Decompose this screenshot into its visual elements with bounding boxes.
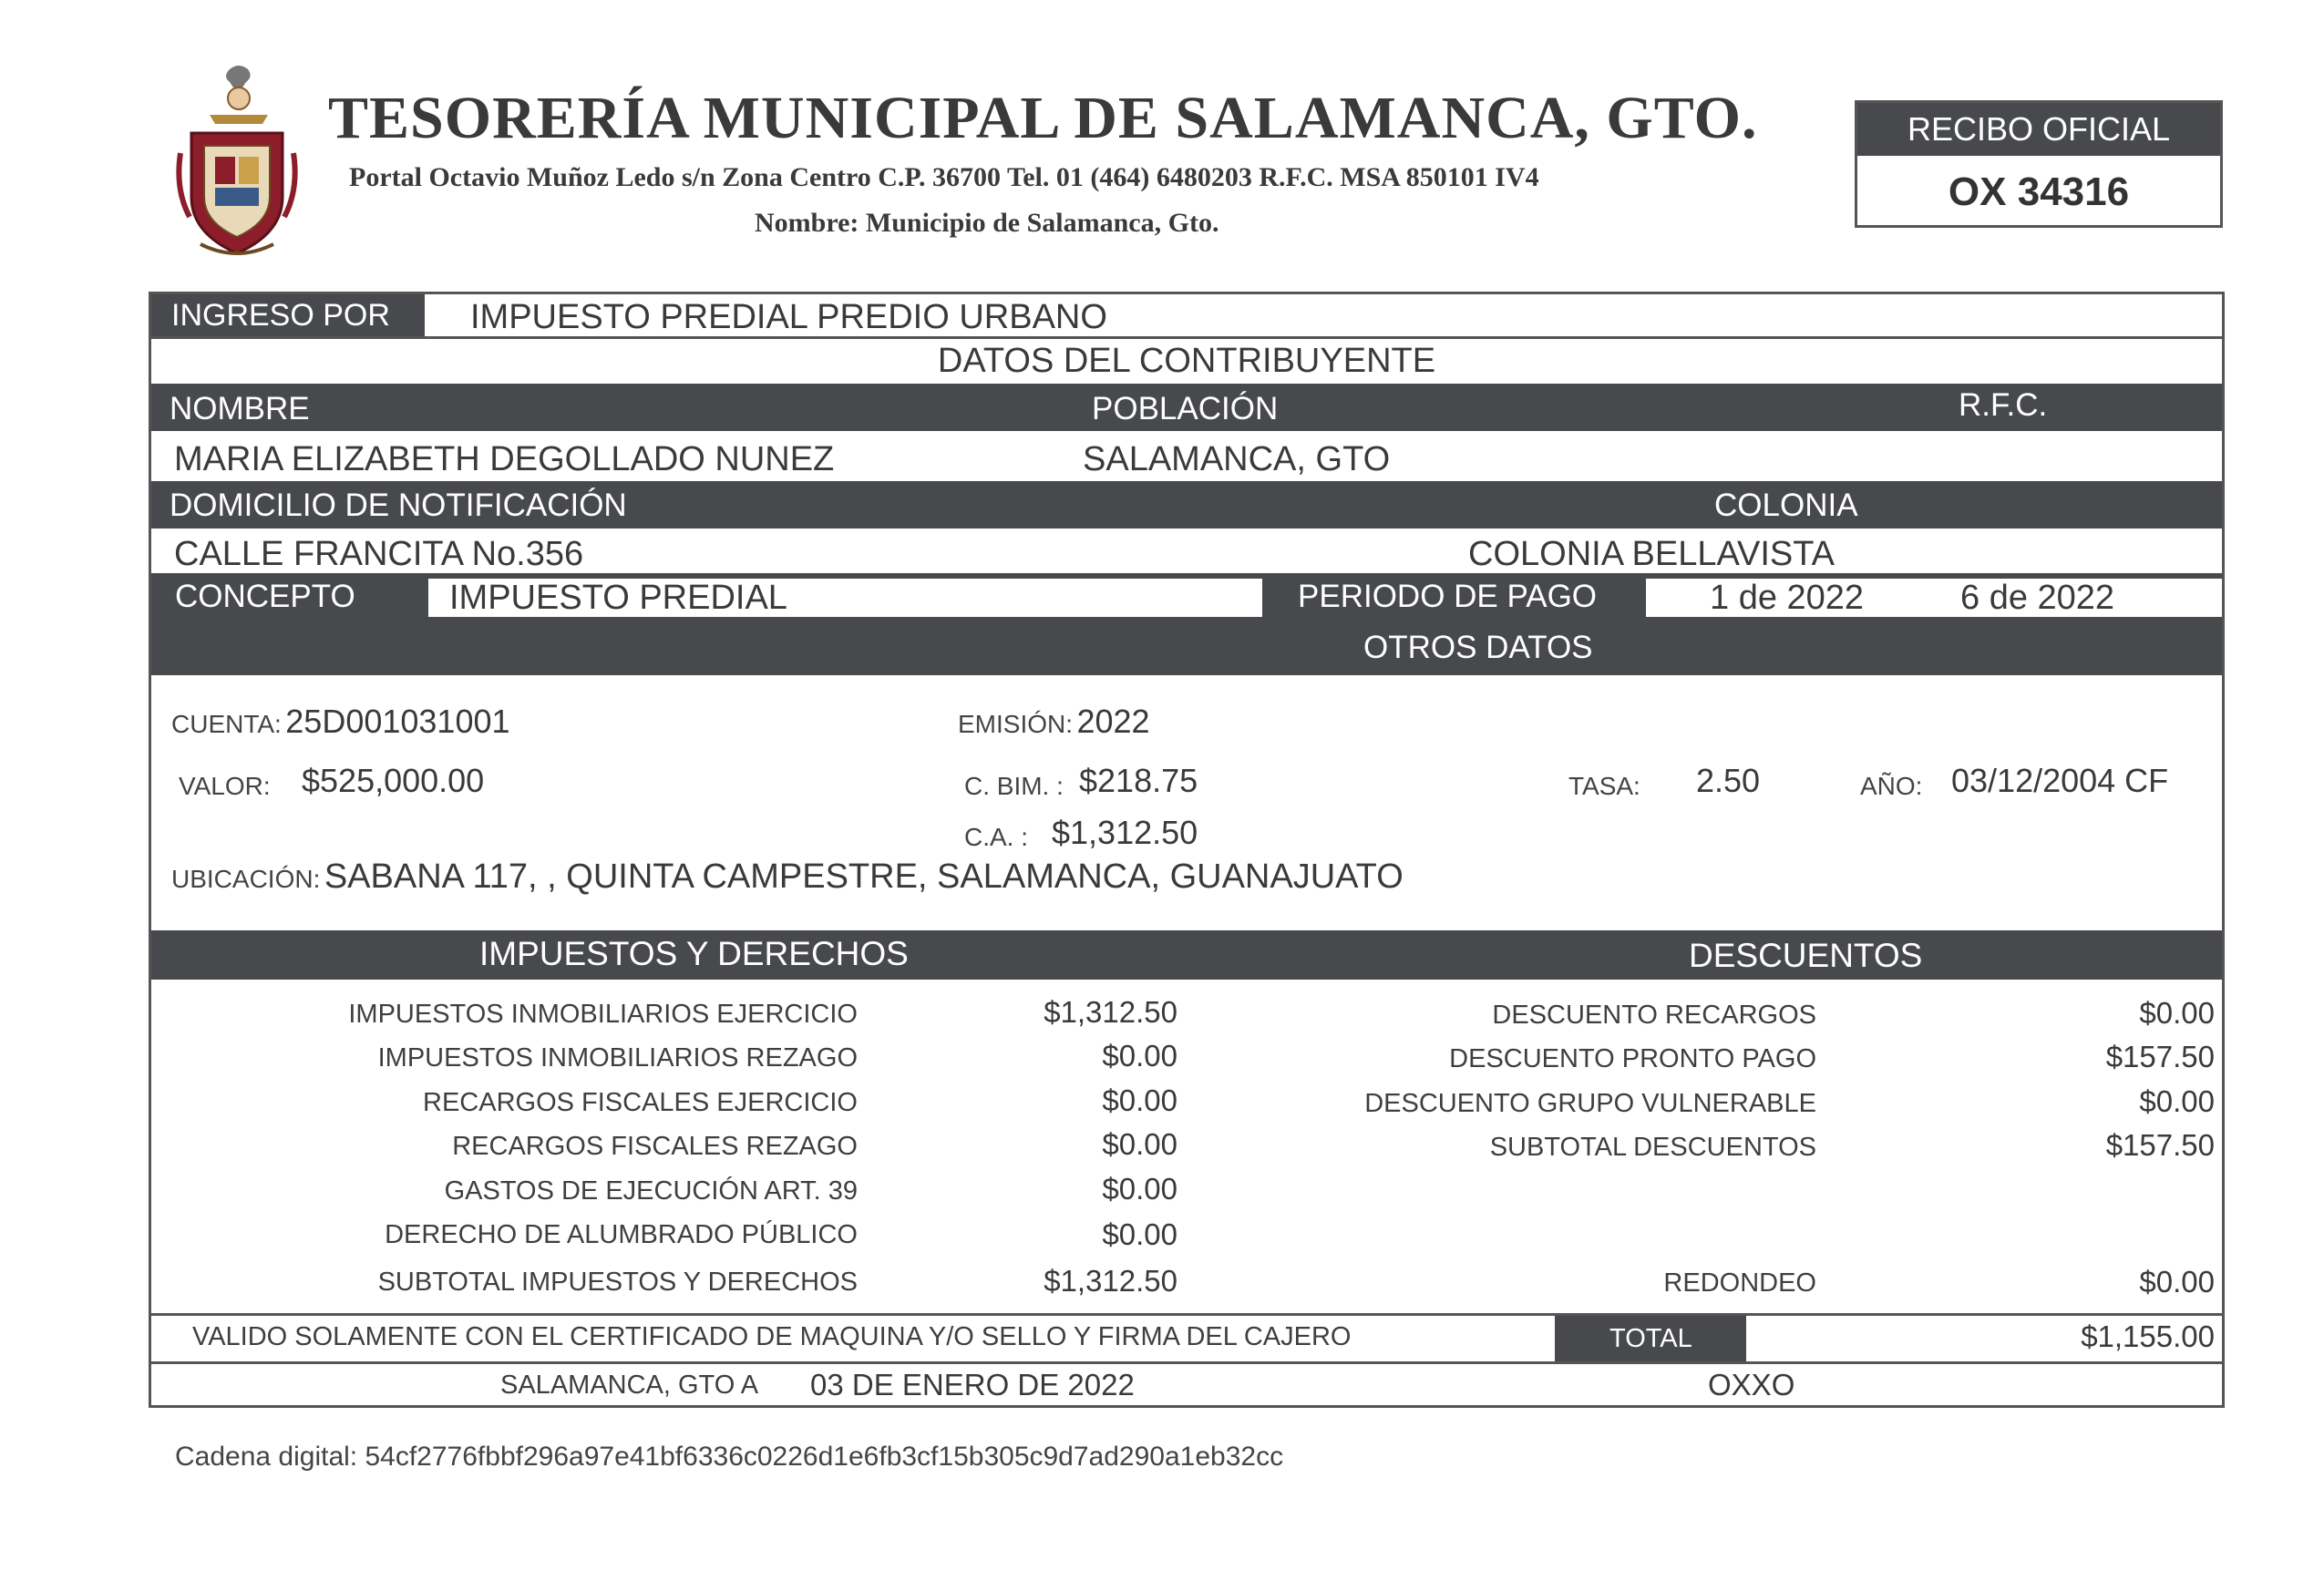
list-item-label: SUBTOTAL DESCUENTOS: [1489, 1133, 1816, 1162]
periodo-label: PERIODO DE PAGO: [1298, 579, 1598, 614]
list-item-label: IMPUESTOS INMOBILIARIOS REZAGO: [377, 1043, 858, 1073]
rfc-label: R.F.C.: [1959, 387, 2048, 423]
recibo-number: OX 34316: [1948, 169, 2130, 214]
municipal-coat-of-arms-icon: [173, 62, 301, 267]
list-item-label: DERECHO DE ALUMBRADO PÚBLICO: [385, 1220, 858, 1249]
list-item-value: $0.00: [1102, 1083, 1177, 1117]
list-item-value: $0.00: [1102, 1217, 1177, 1251]
recibo-label: RECIBO OFICIAL: [1857, 103, 2220, 156]
domicilio-label: DOMICILIO DE NOTIFICACIÓN: [170, 488, 627, 523]
anio-value: 03/12/2004 CF: [1951, 762, 2169, 799]
list-item-label: DESCUENTO PRONTO PAGO: [1449, 1044, 1816, 1073]
colonia-label: COLONIA: [1714, 488, 1858, 523]
list-item-label: RECARGOS FISCALES EJERCICIO: [423, 1088, 858, 1117]
tasa-label: TASA:: [1568, 772, 1640, 800]
ubicacion-field: [171, 857, 1404, 897]
divider: [151, 1313, 2222, 1316]
emision-value: 2022: [1076, 703, 1150, 740]
ubicacion-value: SABANA 117, , QUINTA CAMPESTRE, SALAMANCA, GUANAJUATO: [324, 857, 1404, 896]
tasa-value: 2.50: [1696, 762, 1761, 799]
periodo-desde: 1 de 2022: [1710, 579, 1865, 617]
header-nombre: Nombre: Municipio de Salamanca, Gto.: [755, 208, 1219, 238]
list-item-value: $0.00: [2139, 996, 2215, 1030]
list-item-value: $1,312.50: [1044, 1264, 1177, 1298]
redondeo-value: $0.00: [2139, 1265, 2215, 1299]
contribuyente-title: DATOS DEL CONTRIBUYENTE: [937, 342, 1436, 380]
ubicacion-label: UBICACIÓN:: [171, 865, 321, 893]
list-item-label: IMPUESTOS INMOBILIARIOS EJERCICIO: [348, 1000, 858, 1029]
list-item-value: $0.00: [1102, 1039, 1177, 1073]
receipt-frame: [149, 292, 2225, 1408]
list-item-value: $0.00: [2139, 1084, 2215, 1118]
emision-field: [958, 703, 1150, 741]
cbim-value: $218.75: [1079, 762, 1198, 799]
emision-label: EMISIÓN:: [958, 710, 1074, 738]
cajero-value: OXXO: [1708, 1368, 1795, 1401]
concepto-value: IMPUESTO PREDIAL: [449, 579, 787, 617]
total-label: TOTAL: [1609, 1324, 1692, 1353]
valor-label: VALOR:: [179, 772, 271, 800]
list-item-value: $0.00: [1102, 1172, 1177, 1206]
list-item-value: $157.50: [2105, 1040, 2215, 1073]
colonia-value: COLONIA BELLAVISTA: [1468, 535, 1835, 573]
redondeo-label: REDONDEO: [1663, 1268, 1816, 1298]
list-item-label: DESCUENTO GRUPO VULNERABLE: [1364, 1089, 1816, 1118]
nombre-label: NOMBRE: [170, 391, 310, 426]
list-item-value: $157.50: [2105, 1128, 2215, 1162]
ca-value: $1,312.50: [1052, 814, 1198, 851]
ingreso-label: INGRESO POR: [171, 298, 390, 333]
cuenta-value: 25D001031001: [285, 703, 510, 740]
fecha-value: 03 DE ENERO DE 2022: [810, 1368, 1135, 1401]
cbim-label: C. BIM. :: [964, 772, 1064, 800]
cadena-digital: Cadena digital: 54cf2776fbbf296a97e41bf6336c0226d1e6fb3cf15b305c9d7ad290a1eb32cc: [175, 1442, 1284, 1472]
divider: [151, 1361, 2222, 1364]
validez-text: VALIDO SOLAMENTE CON EL CERTIFICADO DE MAQUINA Y/O SELLO Y FIRMA DEL CAJERO: [192, 1322, 1352, 1351]
list-item-value: $0.00: [1102, 1127, 1177, 1161]
divider: [151, 336, 2222, 339]
lugar-label: SALAMANCA, GTO A: [500, 1371, 759, 1400]
list-item-label: DESCUENTO RECARGOS: [1492, 1001, 1816, 1030]
impuestos-title: IMPUESTOS Y DERECHOS: [479, 935, 909, 972]
poblacion-value: SALAMANCA, GTO: [1083, 440, 1391, 478]
total-value: $1,155.00: [2081, 1319, 2215, 1353]
header-address: Portal Octavio Muñoz Ledo s/n Zona Centro C.P. 36700 Tel. 01 (464) 6480203 R.F.C. MSA 850101 IV4: [349, 162, 1539, 192]
list-item-value: $1,312.50: [1044, 995, 1177, 1029]
poblacion-label: POBLACIÓN: [1092, 391, 1279, 426]
recibo-oficial-box: [1855, 100, 2223, 228]
domicilio-value: CALLE FRANCITA No.356: [174, 535, 584, 573]
descuentos-title: DESCUENTOS: [1689, 937, 1923, 974]
ca-label: C.A. :: [964, 823, 1029, 851]
cuenta-field: [171, 703, 510, 741]
valor-value: $525,000.00: [302, 762, 485, 799]
list-item-label: GASTOS DE EJECUCIÓN ART. 39: [444, 1176, 858, 1206]
periodo-hasta: 6 de 2022: [1960, 579, 2115, 617]
list-item-label: RECARGOS FISCALES REZAGO: [452, 1132, 858, 1161]
concepto-label: CONCEPTO: [175, 579, 355, 614]
nombre-value: MARIA ELIZABETH DEGOLLADO NUNEZ: [174, 440, 835, 478]
anio-label: AÑO:: [1860, 772, 1923, 800]
header-title: TESORERÍA MUNICIPAL DE SALAMANCA, GTO.: [328, 85, 1758, 151]
list-item-label: SUBTOTAL IMPUESTOS Y DERECHOS: [377, 1268, 858, 1297]
cuenta-label: CUENTA:: [171, 710, 282, 738]
otros-datos-title: OTROS DATOS: [1363, 630, 1593, 665]
ingreso-value: IMPUESTO PREDIAL PREDIO URBANO: [470, 298, 1107, 336]
